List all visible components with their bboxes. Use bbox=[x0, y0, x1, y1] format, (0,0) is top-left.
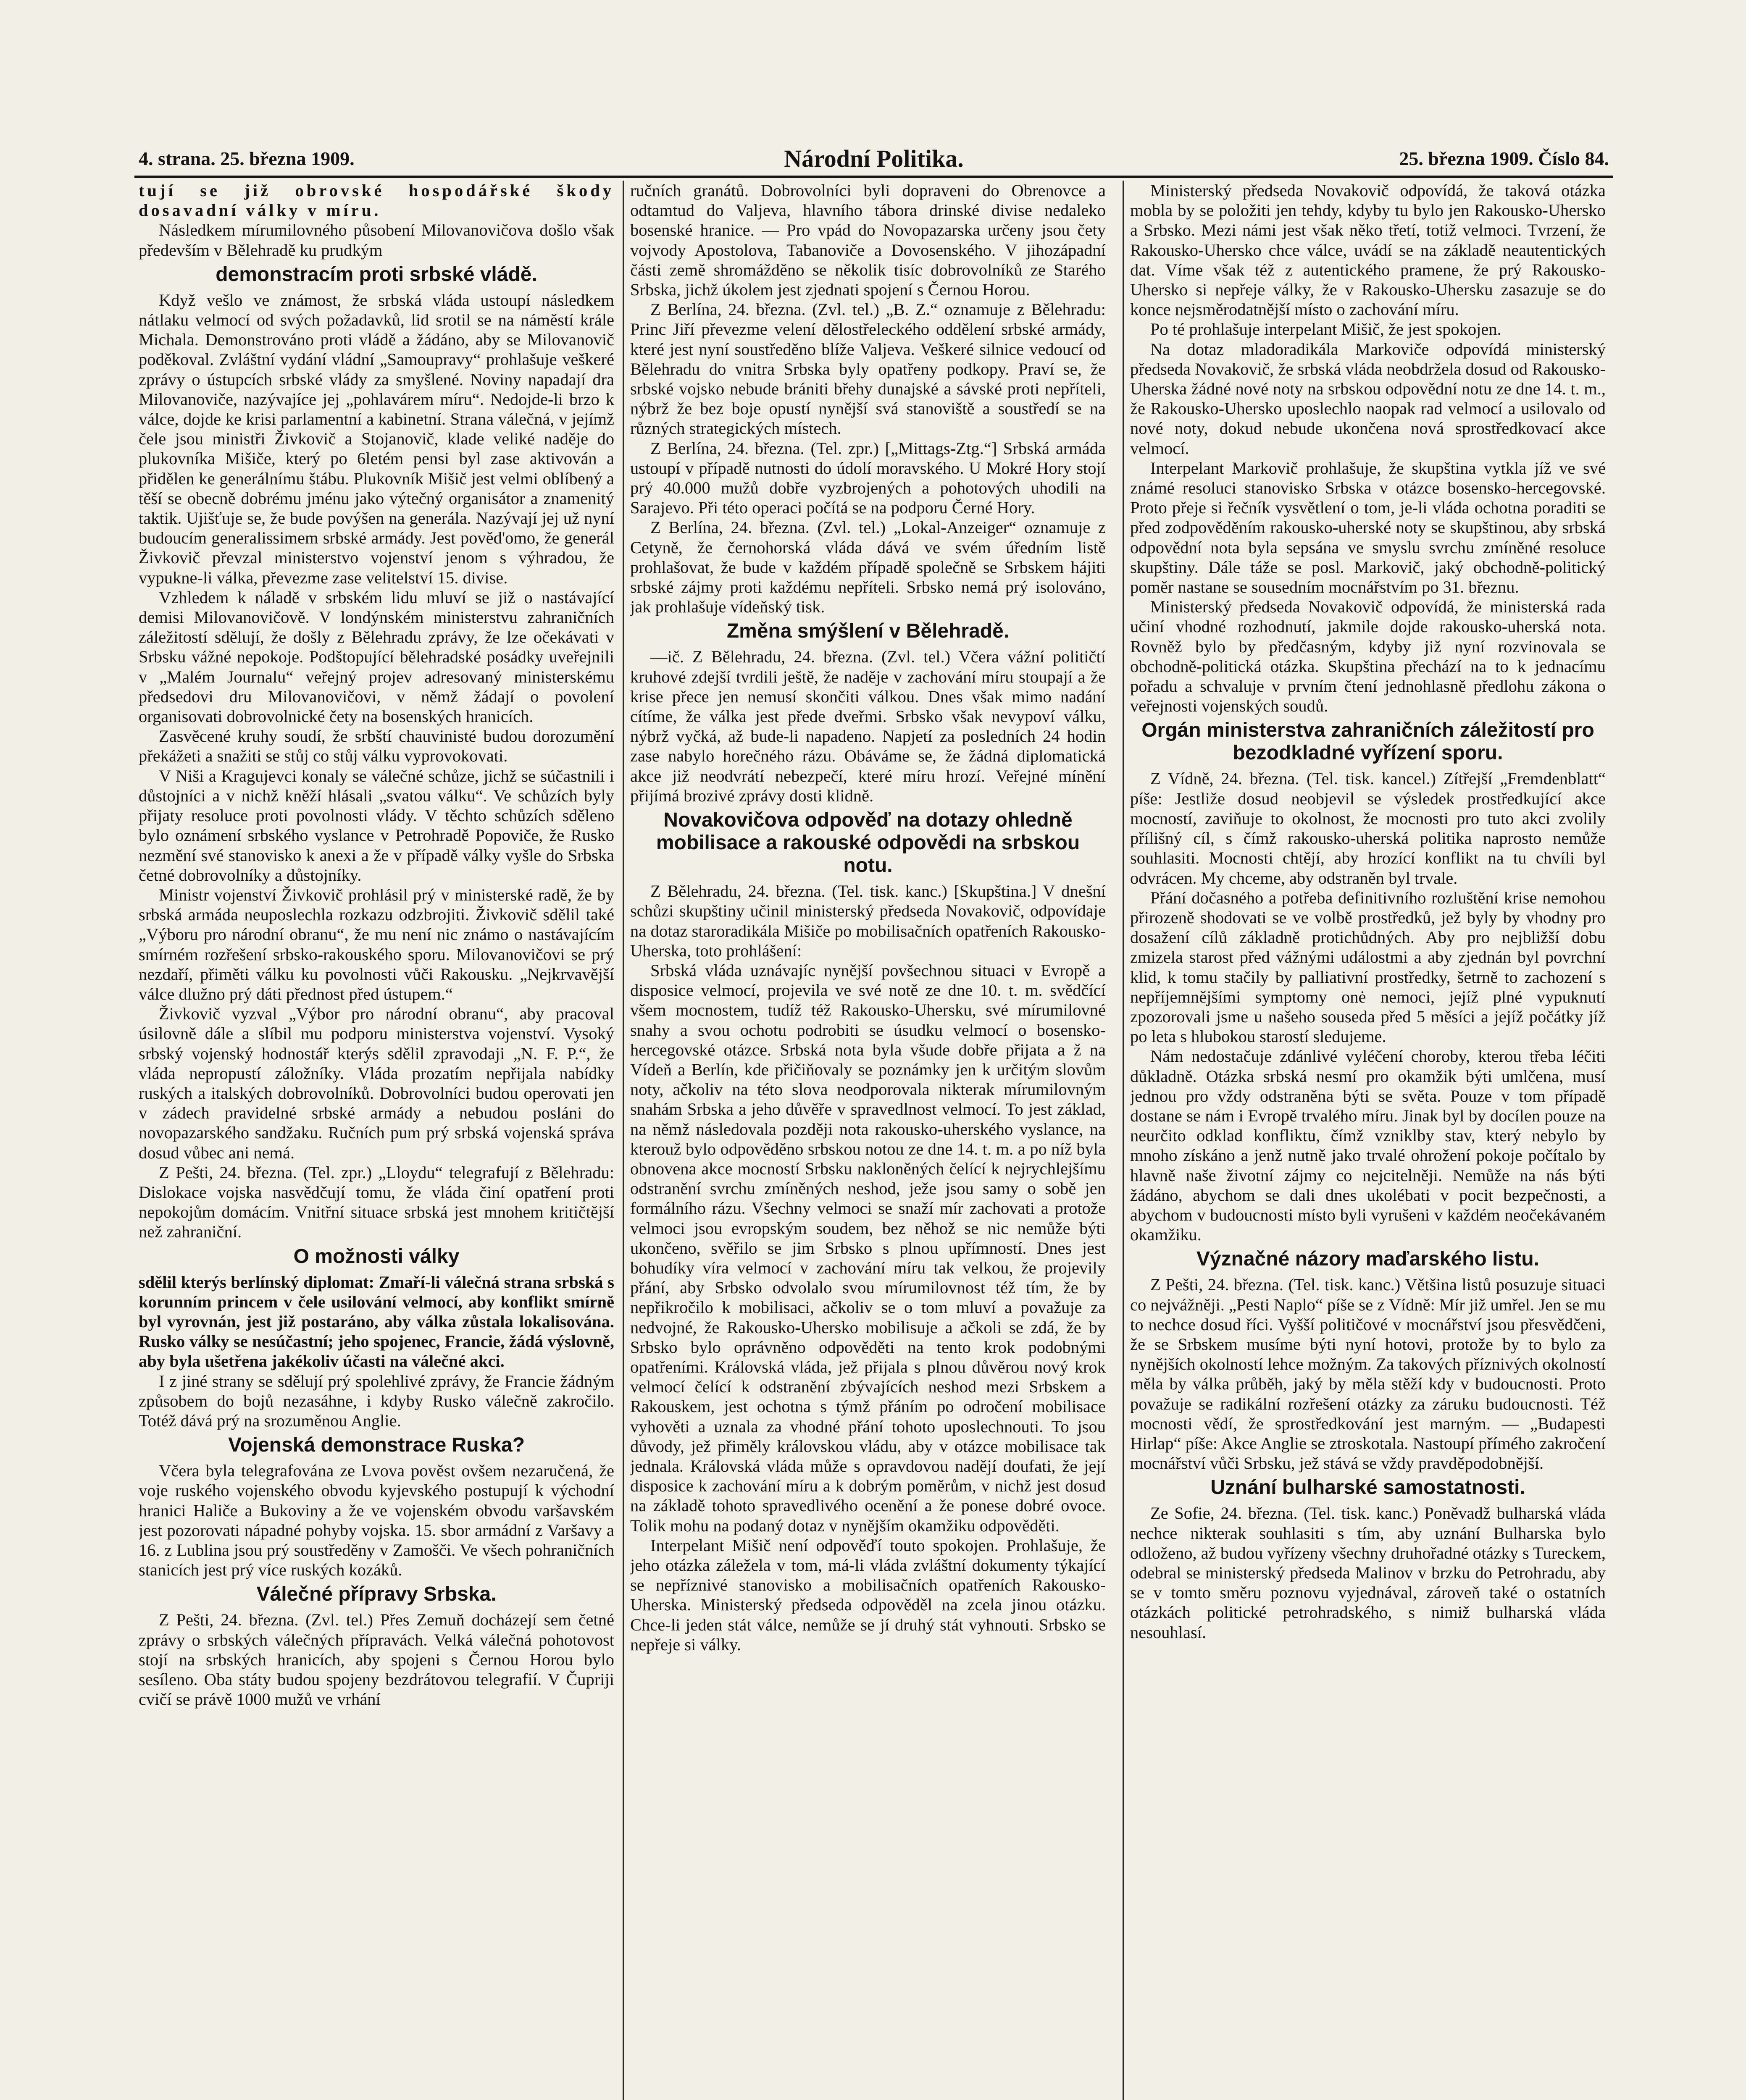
paragraph: Ze Sofie, 24. března. (Tel. tisk. kanc.) Poněvadž bulharská vláda nechce nikterak souhlasiti s tím, aby uznání Bulharska bylo odloženo, až budou vyřízeny všechny druhořadné otázky s Tureckem, odebral se ministerský předseda Malinov v brzku do Petrohradu, aby se v tomto směru poznovu vyjednával, zároveň také o ostatních otázkách politické petrohradského, s nimiž bulharská vláda nesouhlasí. bbox=[1130, 1504, 1606, 1642]
paragraph: Po té prohlašuje interpelant Mišič, že jest spokojen. bbox=[1150, 320, 1501, 339]
paragraph: Z Vídně, 24. března. (Tel. tisk. kancel.) Zítřejší „Fremdenblatt“ píše: Jestliže dosud neobjevil se výsledek prostředkující akce mocností, zaviňuje to okolnost, že mocnosti pro tuto akci zvolily přílišný cíl, s čímž rakousko-uherská politika naprosto nemůže souhlasiti. Mocnosti chtějí, aby hrozící konflikt na tu chvíli byl odvrácen. My chceme, aby odstraněn byl trvale. bbox=[1130, 769, 1606, 887]
paragraph: sdělil kterýs berlínský diplomat: Zmaří-li válečná strana srbská s korunním princem v čele usilování velmocí, aby konflikt smírně byl vyrovnán, jest již postaráno, aby válka zůstala lokalisována. Rusko války se nesúčastní; jeho spojenec, Francie, žádá výslovně, aby byla ušetřena jakékoliv účasti na válečné akci. bbox=[139, 1272, 614, 1371]
paragraph: Z Berlína, 24. března. (Zvl. tel.) „Lokal-Anzeiger“ oznamuje z Cetyně, že černohorská vláda dává ve svém úředním listě prohlašovat, že bude v každém případě společně se Srbskem hájiti srbské zájmy proti každému nepříteli. Srbsko nemá prý isolováno, jak prohlašuje vídeňský tisk. bbox=[630, 518, 1106, 617]
paragraph: Z Pešti, 24. března. (Tel. zpr.) „Lloydu“ telegrafují z Bělehradu: Dislokace vojska nasvědčují tomu, že vláda činí opatření proti nepokojům domácím. Vnitřní situace srbská jest mnohem kritičtější než zahraniční. bbox=[139, 1163, 614, 1242]
paragraph: Následkem mírumilovného působení Milovanovičova došlo však především v Bělehradě ku prudkým bbox=[139, 220, 614, 260]
paragraph: V Niši a Kragujevci konaly se válečné schůze, jichž se súčastnili i důstojníci a v nichž kněží hlásali „svatou válku“. Ve schůzích byly přijaty resoluce proti povolnosti vlády. V těchto schůzích sděleno bylo oznámení srbského vyslance v Petrohradě Popoviče, že Rusko nezmění své stanovisko k anexi a že v případě války vyšle do Srbska četné dobrovolníky a důstojníky. bbox=[139, 766, 614, 885]
paragraph: Ministr vojenství Živkovič prohlásil prý v ministerské radě, že by srbská armáda neuposlechla rozkazu odzbrojiti. Živkovič sdělil také „Výboru pro národní obranu“, že mu není nic známo o nastávajícím smírném rozřešení srbsko-rakouského sporu. Milovanovičovi se prý nezdaří, přiměti válku ku povolnosti vůči Rakousku. „Nejkrvavější válce dlužno prý dáti přednost před ústupem.“ bbox=[139, 885, 614, 1003]
headline: Význačné názory maďarského listu. bbox=[1196, 1248, 1540, 1270]
paragraph: Srbská vláda uznávajíc nynější povšechnou situaci v Evropě a disposice velmocí, projevila ve své notě ze dne 10. t. m. svědčící všem mocnostem, tudíž též Rakousko-Uhersku, své mírumilovné snahy a svou ochotu podrobiti se úsudku velmocí o bosensko-hercegovské otázce. Srbská nota byla všude dobře přijata a ž na Vídeň a Berlín, kde přičiňovaly se poznámky jen k určitým slovům noty, ačkoliv na této slova neodporovala nikterak mírumilovným snahám Srbska a jeho důvěře v spravedlnost velmocí. To jest základ, na němž následovala později nota rakousko-uherského vyslance, na kterouž bylo odpověděno srbskou notou ze dne 14. t. m. a po níž byla obnovena akce mocností Srbsku nakloněných čelící k nejrychlejšímu odstranění svrchu zmíněných neshod, ježe jsou samy o sobě jen formálního rázu. Všechny velmoci se snaží mír zachovati a protože velmoci jsou evropským soudem, bez něhož se nic nemůže býti ukončeno, svěřilo se jim Srbsko s plnou upřímností. Dnes jest bohudíky víra velmocí v zachování míru tak velkou, že projevily přání, aby Srbsko odvolalo svou mírumilovnost též tím, že by nepřikročilo k mobilisaci, ačkoliv se o tom mluví a považuje za nedvojné, že Rakousko-Uhersko mobilisuje a ačkoli se zdá, že by Srbsko bylo oprávněno odpověděti na tento krok podobnými opatřeními. Královská vláda, jež přijala s plnou důvěrou nový krok velmocí čelící k odstranění zbývajících neshod mezi Srbskem a Rakouskem, jest ochotna s týmž přáním po odročení mobilisace vyhověti a uznala za vhodné přání tohoto uposlechnouti. To jsou důvody, jež přiměly královskou vládu, aby v otázce mobilisace tak jednala. Královská vláda může s opravdovou nadějí doufati, že její disposice k zachování míru a k dobrým poměrům, v nichž jest dosud na základě tohoto spravedlivého ocenění a že ponese dobré ovoce. Tolik mohu na podaný dotaz v nynějším okamžiku odpověděti. bbox=[630, 961, 1106, 1535]
paragraph: Z Pešti, 24. března. (Zvl. tel.) Přes Zemuň docházejí sem četné zprávy o srbských válečných přípravách. Velká válečná pohotovost stojí na srbských hranicích, aby spojeni s Černou Horou bylo sesíleno. Oba státy budou spojeny bezdrátovou telegrafií. V Čupriji cvičí se právě 1000 mužů ve vrhání bbox=[139, 1610, 614, 1709]
paragraph: Ministerský předseda Novakovič odpovídá, že ministerská rada učiní vhodné rozhodnutí, jakmile dojde rakousko-uherská nota. Rovněž bylo by předčasným, kdyby již nyní rozvinovala se obchodně-politická otázka. Skupština přechází na to k jednacímu pořadu a schvaluje v prvním čtení jednohlasně předlohu zákona o veřejnosti vojenských soudů. bbox=[1130, 597, 1606, 716]
headline: Orgán ministerstva zahraničních záležitostí pro bezodkladné vyřízení sporu. bbox=[1141, 719, 1594, 764]
headline: Novakovičova odpověď na dotazy ohledně mobilisace a rakouské odpovědi na srbskou notu. bbox=[656, 809, 1080, 877]
column-divider bbox=[1123, 181, 1124, 2100]
paragraph: tují se již obrovské hospodářské škody dosavadní války v míru. bbox=[139, 181, 614, 220]
paragraph: Z Bělehradu, 24. března. (Tel. tisk. kanc.) [Skupština.] V dnešní schůzi skupštiny učinil ministerský předseda Novakovič, odpovídaje na dotaz staroradikála Mišiče po mobilisačních opatřeních Rakousko-Uherska, toto prohlášení: bbox=[630, 882, 1106, 960]
paragraph: —ič. Z Bělehradu, 24. března. (Zvl. tel.) Včera vážní političtí kruhové zdejší tvrdili ještě, že naděje v zachování míru stoupají a že krise přece jen nemusí skončiti válkou. Dnes však mimo nadání cítíme, že válka jest přede dveřmi. Srbsko však nevypoví válku, nýbrž vyčká, až bude-li napadeno. Napjetí za posledních 24 hodin zase nabylo horečného rázu. Obáváme se, že žádná diplomatická akce již neodvrátí nebezpečí, které míru hrozí. Veřejné mínění přijímá brozivé zprávy dosti klidně. bbox=[630, 647, 1106, 805]
paragraph: Interpelant Mišič není odpověďí touto spokojen. Prohlašuje, že jeho otázka záležela v tom, má-li vláda zvláštní dokumenty týkající se nepříznivé stanovisko a mobilisačních opatřeních Rakousko-Uherska. Ministerský předseda odpověděl na zcela jinou otázku. Chce-li jeden stát válce, nemůže se jí druhý stát vyhnouti. Srbsko se nepřeje si války. bbox=[630, 1536, 1106, 1654]
headline: Uznání bulharské samostatnosti. bbox=[1210, 1476, 1525, 1499]
column-3 bbox=[1130, 181, 1606, 2100]
paragraph: Z Pešti, 24. března. (Tel. tisk. kanc.) Většina listů posuzuje situaci co nejvážněji. „Pesti Naplo“ píše se z Vídně: Mír již umřel. Jen se mu to nechce dosud říci. Vyšší političové v mocnářství jsou přesvědčeni, že se Srbskem musíme býti nyní hotovi, protože by to bylo za nynějších okolností lehce možným. Za takových příznivých okolností měla by válka průběh, jaký by měla stěží kdy v budoucnosti. Proto považuje se radikální rozřešení otázky za záruku budoucnosti. Též mocnosti vědí, že sprostředkování jest marným. — „Budapesti Hirlap“ píše: Akce Anglie se ztroskotala. Nastoupí přímého zakročení mocnářství vůči Srbsku, jež stává se vždy pravděpodobnější. bbox=[1130, 1275, 1606, 1473]
paragraph: Nám nedostačuje zdánlivé vyléčení choroby, kterou třeba léčiti důkladně. Otázka srbská nesmí pro okamžik býti umlčena, musí jednou pro vždy odstraněna býti se světa. Pouze v tom případě dostane se nám i Evropě trvalého míru. Jinak byl by docílen pouze na neurčito odklad konfliktu, čímž vzniklby stav, který nebylo by mnoho získáno a jenž nutně jako trvalé ohrožení pokoje počítalo by hlavně naše životní zájmy co nejcitelněji. Nemůže na nás býti žádáno, abychom se dali dnes ukolébati v pocit bezpečnosti, a abychom v budoucnosti místo byli vyrušeni v každém neočekávaném okamžiku. bbox=[1130, 1047, 1606, 1244]
headline: Vojenská demonstrace Ruska? bbox=[228, 1434, 525, 1457]
paragraph: I z jiné strany se sdělují prý spolehlivé zprávy, že Francie žádným způsobem do bojů nezasáhne, i kdyby Rusko válečně zakročilo. Totéž dává prý na srozuměnou Anglie. bbox=[139, 1371, 614, 1430]
header-page-date: 4. strana. 25. března 1909. bbox=[139, 148, 355, 169]
paragraph: Interpelant Markovič prohlašuje, že skupština vytkla jíž ve své známé resoluci stanovisko Srbska v otázce bosensko-hercegovské. Proto přeje si řečník vysvětlení o tom, je-li vláda ochotna poraditi se před zodpověděním rakousko-uherské noty se skupštinou, aby srbská odpovědní nota byla sepsána ve smyslu svrchu zmíněné resoluce skupštiny. Dále táže se posl. Markovič, jaký obchodně-politický poměr nastane se sousedním mocnářstvím po 31. březnu. bbox=[1130, 458, 1606, 597]
paragraph: ručních granátů. Dobrovolníci byli dopraveni do Obrenovce a odtamtud do Valjeva, hlavního tábora drinské divise nedaleko bosenské hranice. — Pro vpád do Novopazarska určeny jsou čety vojvody Apostolova, Tabanoviče a Dovosenského. V jihozápadní části země shromážděno se několik tisíc dobrovolníků ze Starého Srbska, jichž úkolem jest zjednati spojení s Černou Horou. bbox=[630, 181, 1106, 299]
paragraph: Včera byla telegrafována ze Lvova pověst ovšem nezaručená, že voje ruského vojenského obvodu kyjevského postupují k východní hranici Haliče a Bukoviny a že ve vojenském obvodu varšavském jest pozorovati nápadné pohyby vojska. 15. sbor armádní z Varšavy a 16. z Lublina jsou prý soustředěny v Zamošči. Ve všech pohraničních stanicích jest prý více ruských kozáků. bbox=[139, 1461, 614, 1580]
paragraph: Z Berlína, 24. března. (Tel. zpr.) [„Mittags-Ztg.“] Srbská armáda ustoupí v případě nutnosti do údolí moravského. U Mokré Hory stojí prý 40.000 mužů dobře vyzbrojených a pohotových uhodili na Sarajevo. Při této operaci počítá se na podporu Černé Hory. bbox=[630, 438, 1106, 517]
page-header bbox=[134, 144, 1613, 174]
paragraph: Přání dočasného a potřeba definitivního rozluštění krise nemohou přirozeně shodovati se ve volbě prostředků, jež byly by vhodny pro dosažení cílů základně protichůdných. Aby pro nejbližší dobu zmizela starost před vážnými událostmi a aby zjednán byl povrchní klid, k tomu stačily by palliativní prostředky, šetrně to zachození s nepříjemnějšími symptomy onė nemoci, jejíž plné vypuknutí zpozorovali jsme u našeho souseda před 5 měsíci a jejíž počátky jíž po leta s hlubokou starostí sledujeme. bbox=[1130, 888, 1606, 1046]
headline: O možnosti války bbox=[293, 1245, 460, 1268]
paragraph: Vzhledem k náladě v srbském lidu mluví se již o nastávající demisi Milovanovičově. V londýnském ministerstvu zahraničních záležitostí sdělují, že došly z Bělehradu zprávy, že lze očekávati v Srbsku vážné nepokoje. Podštopující bělehradské posádky uveřejnili v „Malém Journalu“ veřejný projev adresovaný ministerskému předsedovi dru Milovanovičovi, v němž žádají o povolení organisovati dobrovolnické čety na bosenských hranicích. bbox=[139, 588, 614, 726]
column-2 bbox=[630, 181, 1106, 2100]
column-divider bbox=[623, 181, 624, 2100]
paragraph: Zasvěcené kruhy soudí, že srbští chauvinisté budou dorozumění překážeti a snažiti se stůj co stůj válku vyprovokovati. bbox=[139, 727, 614, 766]
masthead-title: Národní Politika. bbox=[784, 145, 964, 172]
header-rule bbox=[134, 176, 1613, 178]
header-date-issue: 25. března 1909. Číslo 84. bbox=[1399, 148, 1609, 169]
paragraph: Když vešlo ve známost, že srbská vláda ustoupí následkem nátlaku velmocí od svých požadavků, lid srotil se na náměstí krále Michala. Demonstrováno proti vládě a žádáno, aby se Milovanovič poděkoval. Zvláštní vydání vládní „Samoupravy“ prohlašuje veškeré zprávy o ústupcích srbské vlády za smyšlené. Noviny napadají dra Milovanoviče, nazývajíce jej „pohlavárem míru“. Nedojde-li brzo k válce, dojde ke krisi parlamentní a kabinetní. Strana válečná, v jejímž čele jsou ministři Živkovič a Stojanovič, klade veliké naděje do plukovníka Mišiče, který po 6letém pensi byl zase aktivován a přidělen ke generálnímu štábu. Plukovník Mišič jest velmi oblíbený a těší se obecně dobrému jménu jako výtečný organisátor a znamenitý taktik. Ujišťuje se, že bude povýšen na generála. Nazývají jej už nyní budoucím generalissimem srbské armády. Jest pověd'omo, že generál Živkovič převzal ministerstvo vojenství jenom s výhradou, že vypukne-li válka, převezme zase velitelství 15. divise. bbox=[139, 290, 614, 587]
headline: demonstracím proti srbské vládě. bbox=[216, 263, 537, 286]
paragraph: Na dotaz mladoradikála Markoviče odpovídá ministerský předseda Novakovič, že srbská vláda neobdržela dosud od Rakousko-Uherska žádné nové noty na srbskou odpovědní notu ze dne 14. t. m., že Rakousko-Uhersko uposlechlo naopak rad velmocí a usilovalo od nové noty, dokud nebude ukončena nová sprostředkovací akce velmocí. bbox=[1130, 339, 1606, 458]
paragraph: Z Berlína, 24. března. (Zvl. tel.) „B. Z.“ oznamuje z Bělehradu: Princ Jiří převezme velení dělostřeleckého oddělení srbské armády, které jest nyní soustředěno blíže Valjeva. Veškeré silnice vedoucí od Bělehradu do vnitra Srbska byly opatřeny podkopy. Praví se, že srbské vojsko nebude brániti břehy dunajské a sávské proti nepříteli, nýbrž že bez boje opustí nynější svá stanoviště a soustředí se na různých strategických místech. bbox=[630, 300, 1106, 438]
column-1 bbox=[139, 181, 614, 2100]
paragraph: Živkovič vyzval „Výbor pro národní obranu“, aby pracoval úsilovně dále a slíbil mu podporu ministerstva vojenství. Vysoký srbský vojenský hodnostář kterýs sdělil zpravodaji „N. F. P.“, že vláda nepropustí záložníky. Vláda prozatím nepřijala nabídky ruských a italských dobrovolníků. Dobrovolníci budou operovati jen v zádech pravidelné srbské armády a nebudou posláni do novopazarského sandžaku. Ručních pum prý srbská vojenská správa dosud vůbec ani nemá. bbox=[139, 1004, 614, 1162]
headline: Změna smýšlení v Bělehradě. bbox=[726, 620, 1010, 643]
headline: Válečné přípravy Srbska. bbox=[256, 1583, 497, 1606]
paragraph: Ministerský předseda Novakovič odpovídá, že taková otázka mobla by se položiti jen tehdy, kdyby tu bylo jen Rakousko-Uhersko a Srbsko. Mezi námi jest však něko třetí, totiž velmoci. Tvrzení, že Rakousko-Uhersko chce válce, uvádí se na základě neautentických dat. Víme však též z autentického pramene, že prý Rakousko-Uhersko si nepřeje války, že v Rakousko-Uhersku zasazuje se do konce nejsměrodatnější místo o zachování míru. bbox=[1130, 181, 1606, 319]
